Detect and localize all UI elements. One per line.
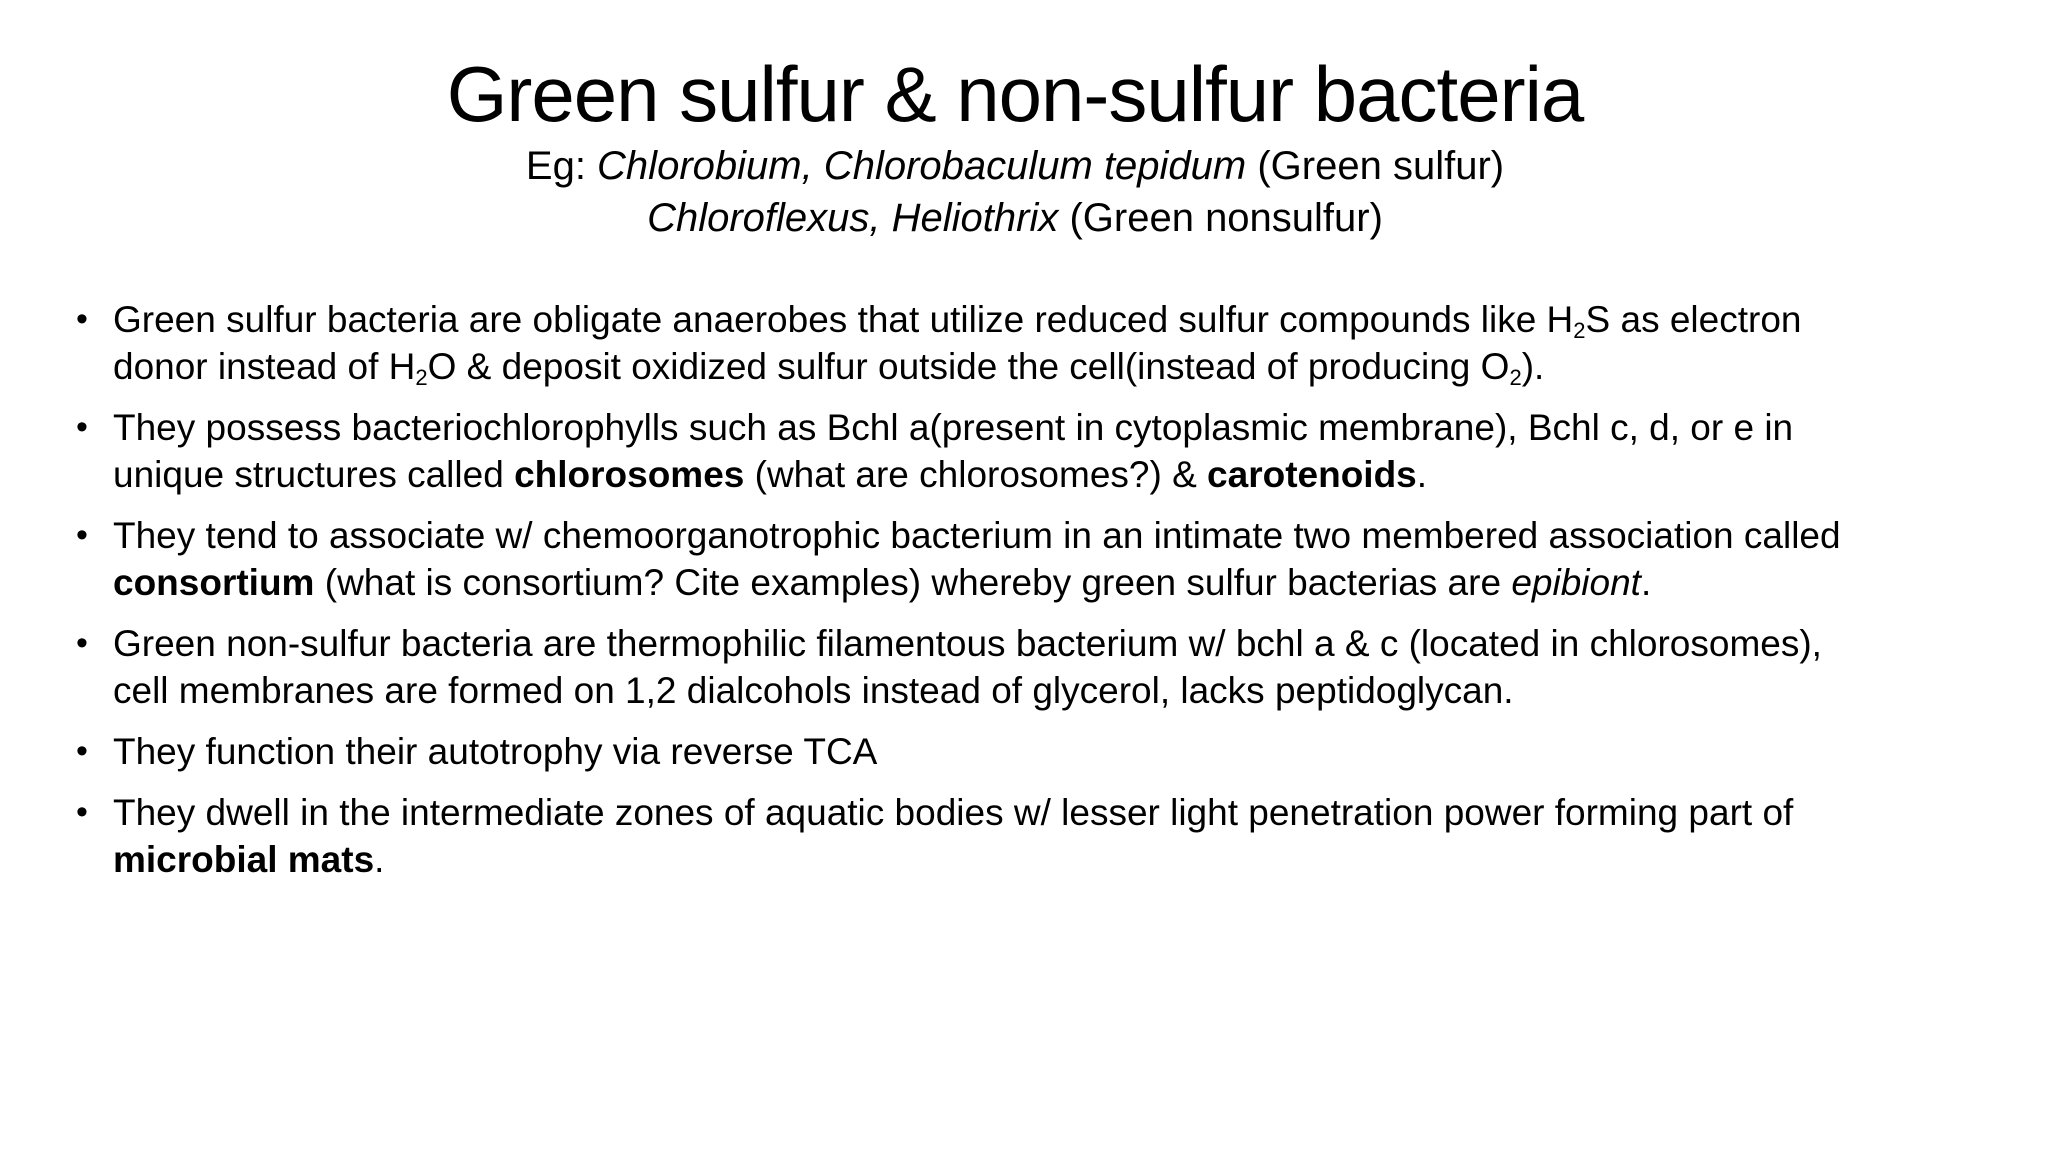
bullet-item (76, 296, 1876, 390)
bold-term-consortium: consortium (113, 562, 315, 603)
subtitle-prefix: Eg: (525, 144, 598, 188)
bullet-text: . (374, 839, 385, 880)
bullet-item (76, 620, 1876, 714)
subtitle-line-1 (0, 140, 2030, 192)
subtitle-examples-green-sulfur: Chlorobium, Chlorobaculum tepidum (597, 144, 1247, 188)
italic-term-epibiont: epibiont (1511, 562, 1641, 603)
bold-term-carotenoids: carotenoids (1207, 454, 1417, 495)
subscript: 2 (415, 365, 428, 390)
bullet-item (76, 404, 1876, 498)
bullet-text: They tend to associate w/ chemoorganotrophic bacterium in an intimate two membered association called (113, 515, 1841, 556)
bullet-text: ). (1521, 346, 1545, 387)
bullet-item (76, 512, 1876, 606)
bullet-text: O & deposit oxidized sulfur outside the cell(instead of producing O (427, 346, 1510, 387)
bullet-text: They function their autotrophy via reverse TCA (113, 731, 878, 772)
bullet-text: They possess bacteriochlorophylls such as Bchl a(present in cytoplasmic membrane), Bchl c, d, or e in unique structures called (113, 407, 1794, 495)
bullet-text: . (1416, 454, 1428, 495)
slide-title: Green sulfur & non-sulfur bacteria (446, 50, 1584, 138)
bullet-item (76, 728, 1876, 775)
bullet-text: (what are chlorosomes?) & (744, 454, 1208, 495)
bullet-text: Green sulfur bacteria are obligate anaerobes that utilize reduced sulfur compounds like H (113, 299, 1574, 340)
subtitle-green-sulfur-label: (Green sulfur) (1246, 144, 1505, 188)
title-block (0, 48, 2030, 244)
subtitle-green-nonsulfur-label: (Green nonsulfur) (1058, 196, 1383, 240)
bullet-text: (what is consortium? Cite examples) whereby green sulfur bacterias are (314, 562, 1512, 603)
bullet-text: They dwell in the intermediate zones of aquatic bodies w/ lesser light penetration power forming part of (113, 792, 1794, 833)
subtitle-examples-green-nonsulfur: Chloroflexus, Heliothrix (647, 196, 1059, 240)
subtitle-line-2 (0, 192, 2030, 244)
bold-term-microbial-mats: microbial mats (113, 839, 375, 880)
subscript: 2 (1573, 318, 1586, 343)
bullet-text: Green non-sulfur bacteria are thermophilic filamentous bacterium w/ bchl a & c (located in chlorosomes), cell membranes are formed on 1,2 dialcohols instead of glycerol, lacks peptidoglycan. (113, 623, 1822, 711)
bullet-text: S as electron donor instead of H (113, 299, 1802, 387)
bullet-text: . (1640, 562, 1652, 603)
bold-term-chlorosomes: chlorosomes (514, 454, 745, 495)
bullet-item (76, 789, 1876, 883)
bullet-list (76, 296, 1876, 897)
subscript: 2 (1509, 365, 1522, 390)
